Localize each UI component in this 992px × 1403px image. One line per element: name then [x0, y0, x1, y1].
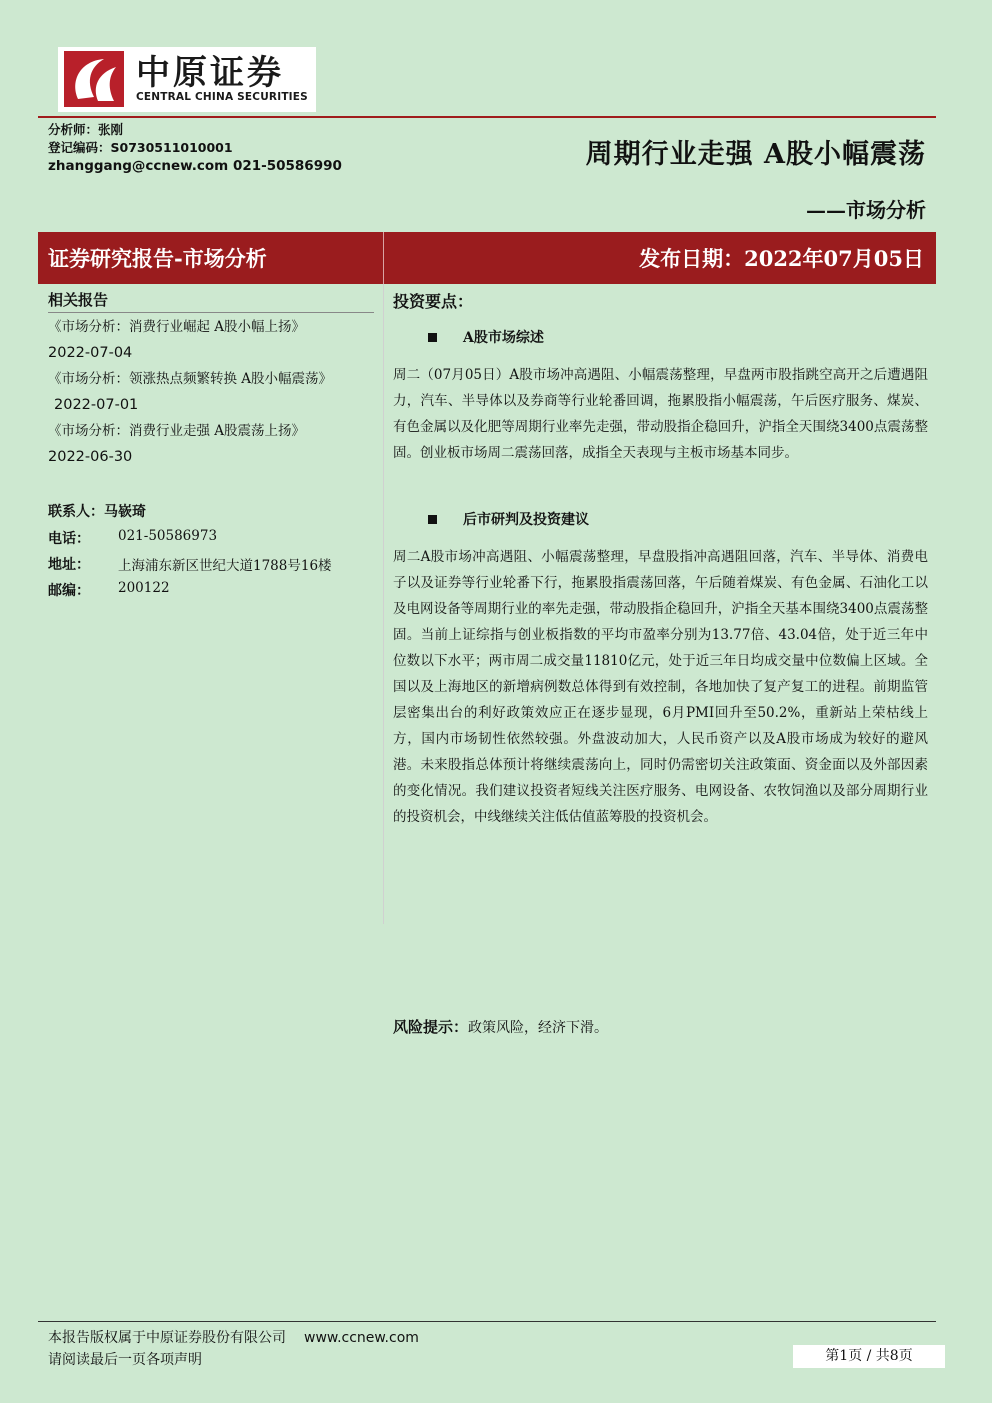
header-divider — [38, 116, 936, 118]
banner-divider — [383, 232, 384, 284]
related-report-title[interactable]: 《市场分析：消费行业崛起 A股小幅上扬》 — [48, 319, 306, 335]
page-indicator: 第1页 / 共8页 — [793, 1345, 945, 1368]
related-report-title-text: 《市场分析：领涨热点频繁转换 A股小幅震荡》 — [48, 371, 333, 387]
contact-person: 马嵚琦 — [104, 504, 146, 520]
footer-disclaimer: 请阅读最后一页各项声明 — [48, 1352, 202, 1368]
footer-divider — [38, 1321, 936, 1322]
market-review-paragraph: 周二（07月05日）A股市场冲高遇阻、小幅震荡整理，早盘两市股指跳空高开之后遭遇阻力，汽车、半导体以及券商等行业轮番回调，拖累股指小幅震荡，午后医疗服务、煤炭、有色金属以及化肥等周期行业率先走强，带动股指企稳回升，沪指全天围绕3400点震荡整固。创业板市场周二震荡回落，成指全天表现与主板市场基本同步。 — [393, 367, 928, 461]
zip-value: 200122 — [118, 580, 170, 596]
report-category: 证券研究报告-市场分析 — [48, 246, 267, 271]
footer-copyright — [48, 1327, 419, 1347]
analyst-name: 分析师：张刚 — [48, 122, 124, 137]
related-report-date: 2022-07-04 — [48, 345, 133, 361]
report-title: 周期行业走强 A股小幅震荡 — [585, 139, 926, 170]
related-report-title[interactable]: 《市场分析：消费行业走强 A股震荡上扬》 — [48, 423, 306, 439]
address-label: 地址： — [48, 557, 90, 573]
report-banner — [38, 232, 936, 284]
column-divider — [383, 284, 384, 924]
bullet-square-icon — [428, 333, 437, 342]
section-title: 后市研判及投资建议 — [463, 512, 589, 528]
address-value: 上海浦东新区世纪大道1788号16楼 — [118, 558, 332, 574]
section-title: A股市场综述 — [463, 330, 544, 346]
bullet-square-icon — [428, 515, 437, 524]
analyst-contact: zhanggang@ccnew.com 021-50586990 — [48, 158, 342, 174]
company-logo — [58, 47, 316, 112]
contact-person-label-text: 联系人： — [48, 504, 104, 520]
website-link[interactable]: www.ccnew.com — [304, 1330, 419, 1346]
publish-date: 发布日期：2022年07月05日 — [639, 246, 924, 271]
phone-label: 电话： — [48, 531, 90, 547]
zip-label: 邮编： — [48, 583, 90, 599]
logo-text-cn: 中原证券 — [136, 53, 284, 93]
report-subtitle: ——市场分析 — [806, 198, 926, 222]
copyright-text: 本报告版权属于中原证券股份有限公司 — [48, 1330, 286, 1346]
risk-label: 风险提示： — [393, 1018, 469, 1036]
analyst-registration: 登记编码：S0730511010001 — [48, 140, 233, 155]
risk-warning — [393, 1016, 608, 1037]
logo-text-en: CENTRAL CHINA SECURITIES — [136, 91, 308, 103]
related-report-title[interactable] — [48, 366, 378, 418]
related-heading-rule — [48, 312, 374, 313]
logo-mark-icon — [64, 51, 124, 107]
section-heading-market-review — [428, 327, 544, 347]
section-heading-outlook — [428, 509, 589, 529]
risk-text: 政策风险，经济下滑。 — [468, 1020, 609, 1036]
related-report-date: 2022-06-30 — [48, 449, 133, 465]
outlook-paragraph: 周二A股市场冲高遇阻、小幅震荡整理，早盘股指冲高遇阻回落，汽车、半导体、消费电子以及证券等行业轮番下行，拖累股指震荡回落，午后随着煤炭、有色金属、石油化工以及电网设备等周期行业的率先走强，带动股指企稳回升，沪指全天基本围绕3400点震荡整固。当前上证综指与创业板指数的平均市盈率分别为13.77倍、43.04倍，处于近三年中位数以下水平；两市周二成交量11810亿元，处于近三年日均成交量中位数偏上区域。全国以及上海地区的新增病例数总体得到有效控制，各地加快了复产复工的进程。前期监管层密集出台的利好政策效应正在逐步显现，6月PMI回升至50.2%，重新站上荣枯线上方，国内市场韧性依然较强。外盘波动加大，人民币资产以及A股市场成为较好的避风港。未来股指总体预计将继续震荡向上，同时仍需密切关注政策面、资金面以及外部因素的变化情况。我们建议投资者短线关注医疗服务、电网设备、农牧饲渔以及部分周期行业的投资机会，中线继续关注低估值蓝筹股的投资机会。 — [393, 549, 928, 825]
related-report-date: 2022-07-01 — [54, 397, 139, 413]
investment-highlights-heading: 投资要点： — [393, 292, 474, 311]
related-reports-heading: 相关报告 — [48, 291, 109, 309]
phone-value: 021-50586973 — [118, 528, 218, 544]
contact-person-label — [48, 501, 146, 521]
